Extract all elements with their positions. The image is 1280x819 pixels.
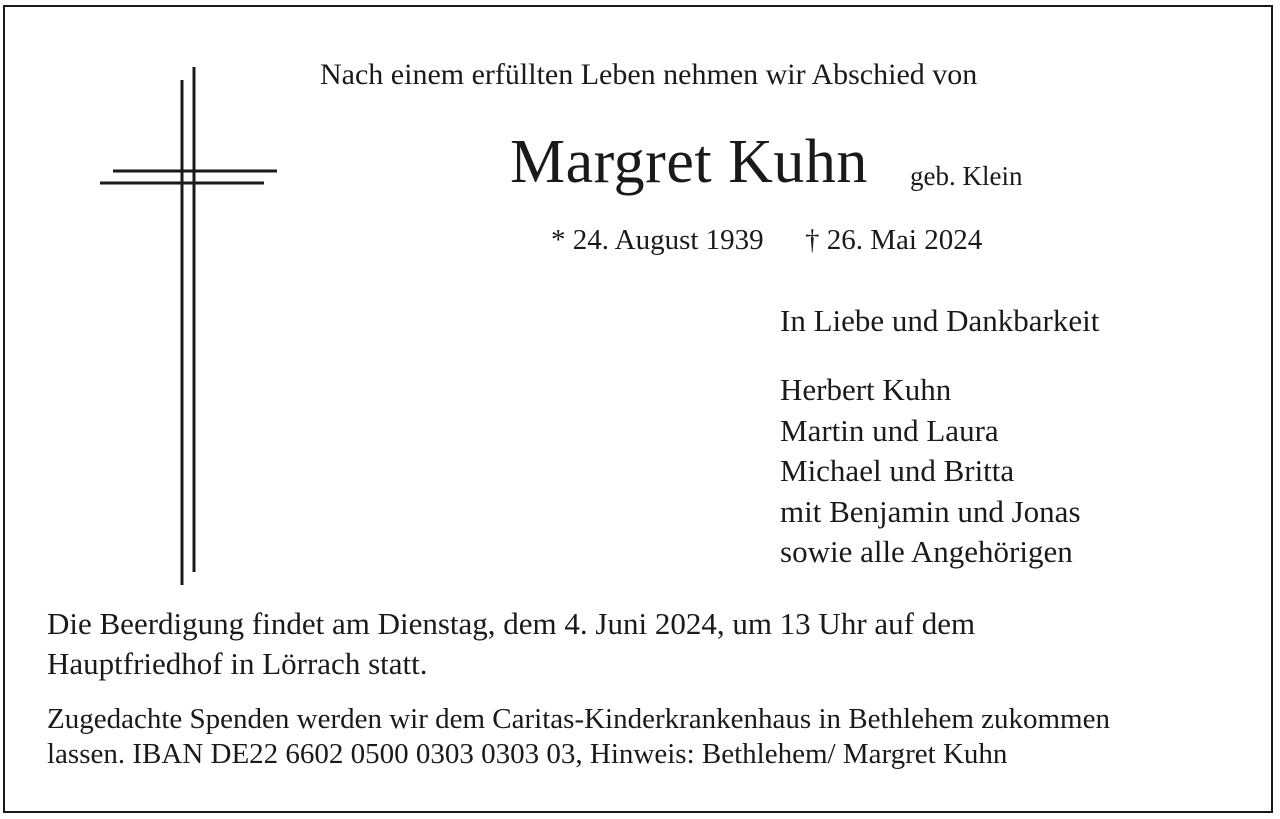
- funeral-info: [47, 604, 1247, 684]
- mourner-item: mit Benjamin und Jonas: [780, 493, 1081, 529]
- thanks-line: In Liebe und Dankbarkeit: [780, 303, 1100, 338]
- maiden-name: geb. Klein: [910, 161, 1023, 191]
- donation-line: lassen. IBAN DE22 6602 0500 0303 0303 03, Hinweis: Bethlehem/ Margret Kuhn: [47, 738, 1008, 770]
- donation-line: Zugedachte Spenden werden wir dem Caritas-Kinderkrankenhaus in Bethlehem zukommen: [47, 703, 1110, 735]
- mourner-item: Michael und Britta: [780, 453, 1015, 488]
- death-date: † 26. Mai 2024: [805, 224, 983, 256]
- intro-line: Nach einem erfüllten Leben nehmen wir Abschied von: [320, 58, 978, 91]
- funeral-line: Die Beerdigung findet am Dienstag, dem 4. Juni 2024, um 13 Uhr auf dem: [47, 606, 976, 641]
- donation-info: [47, 702, 1262, 772]
- mourner-item: Herbert Kuhn: [780, 372, 952, 407]
- deceased-name: Margret Kuhn: [510, 128, 868, 196]
- mourners-list: [780, 370, 1081, 573]
- mourner-item: Martin und Laura: [780, 412, 999, 448]
- mourner-item: sowie alle Angehörigen: [780, 534, 1073, 569]
- funeral-line: Hauptfriedhof in Lörrach statt.: [47, 646, 428, 681]
- birth-date: * 24. August 1939: [551, 224, 764, 256]
